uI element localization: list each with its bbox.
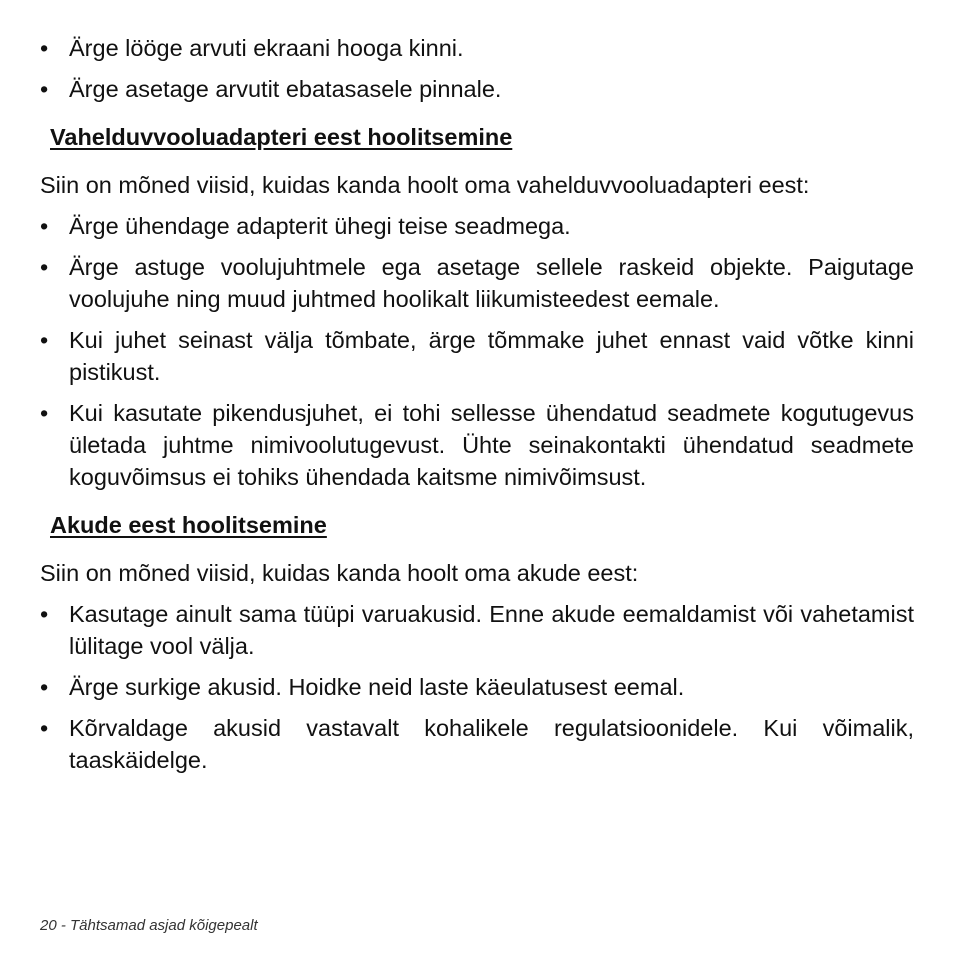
bullet-icon: • bbox=[40, 674, 49, 700]
ac-adapter-bullet-list bbox=[40, 210, 914, 493]
list-item-text: Ärge lööge arvuti ekraani hooga kinni. bbox=[69, 35, 464, 61]
batteries-bullet-list bbox=[40, 598, 914, 776]
section-intro: Siin on mõned viisid, kuidas kanda hoolt oma akude eest: bbox=[40, 560, 639, 586]
list-item bbox=[40, 598, 914, 662]
list-item-text: Ärge ühendage adapterit ühegi teise seadmega. bbox=[69, 213, 571, 239]
bullet-icon: • bbox=[40, 327, 49, 353]
bullet-icon: • bbox=[40, 35, 49, 61]
bullet-icon: • bbox=[40, 400, 49, 426]
list-item-text: Ärge astuge voolujuhtmele ega asetage sellele raskeid objekte. Paigutage voolujuhe ning muud juhtmed hoolikalt liikumisteedest eemale. bbox=[69, 254, 914, 312]
page-footer: 20 - Tähtsamad asjad kõigepealt bbox=[40, 917, 258, 934]
list-item-text: Ärge surkige akusid. Hoidke neid laste käeulatusest eemal. bbox=[69, 674, 685, 700]
list-item-text: Kasutage ainult sama tüüpi varuakusid. Enne akude eemaldamist või vahetamist lülitage vool välja. bbox=[69, 601, 914, 659]
list-item-text: Kui juhet seinast välja tõmbate, ärge tõmmake juhet ennast vaid võtke kinni pistikust. bbox=[69, 327, 914, 385]
list-item-text: Ärge asetage arvutit ebatasasele pinnale. bbox=[69, 76, 502, 102]
list-item bbox=[40, 32, 914, 64]
list-item bbox=[40, 73, 914, 105]
bullet-icon: • bbox=[40, 715, 49, 741]
bullet-icon: • bbox=[40, 213, 49, 239]
section-intro: Siin on mõned viisid, kuidas kanda hoolt oma vahelduvvooluadapteri eest: bbox=[40, 172, 810, 198]
list-item bbox=[40, 671, 914, 703]
list-item bbox=[40, 210, 914, 242]
list-item-text: Kõrvaldage akusid vastavalt kohalikele regulatsioonidele. Kui võimalik, taaskäidelge. bbox=[69, 715, 914, 773]
document-page bbox=[40, 32, 914, 785]
bullet-icon: • bbox=[40, 76, 49, 102]
bullet-icon: • bbox=[40, 254, 49, 280]
bullet-icon: • bbox=[40, 601, 49, 627]
intro-bullet-list bbox=[40, 32, 914, 105]
section-heading-batteries: Akude eest hoolitsemine bbox=[50, 512, 327, 538]
list-item bbox=[40, 324, 914, 388]
list-item bbox=[40, 712, 914, 776]
list-item bbox=[40, 251, 914, 315]
section-heading-ac-adapter: Vahelduvvooluadapteri eest hoolitsemine bbox=[50, 124, 513, 150]
list-item bbox=[40, 397, 914, 493]
list-item-text: Kui kasutate pikendusjuhet, ei tohi sellesse ühendatud seadmete kogutugevus ületada juhtme nimivoolutugevust. Ühte seinakontakti ühendatud seadmete koguvõimsus ei tohiks ühendada kaitsme nimivõimsust. bbox=[69, 400, 914, 490]
